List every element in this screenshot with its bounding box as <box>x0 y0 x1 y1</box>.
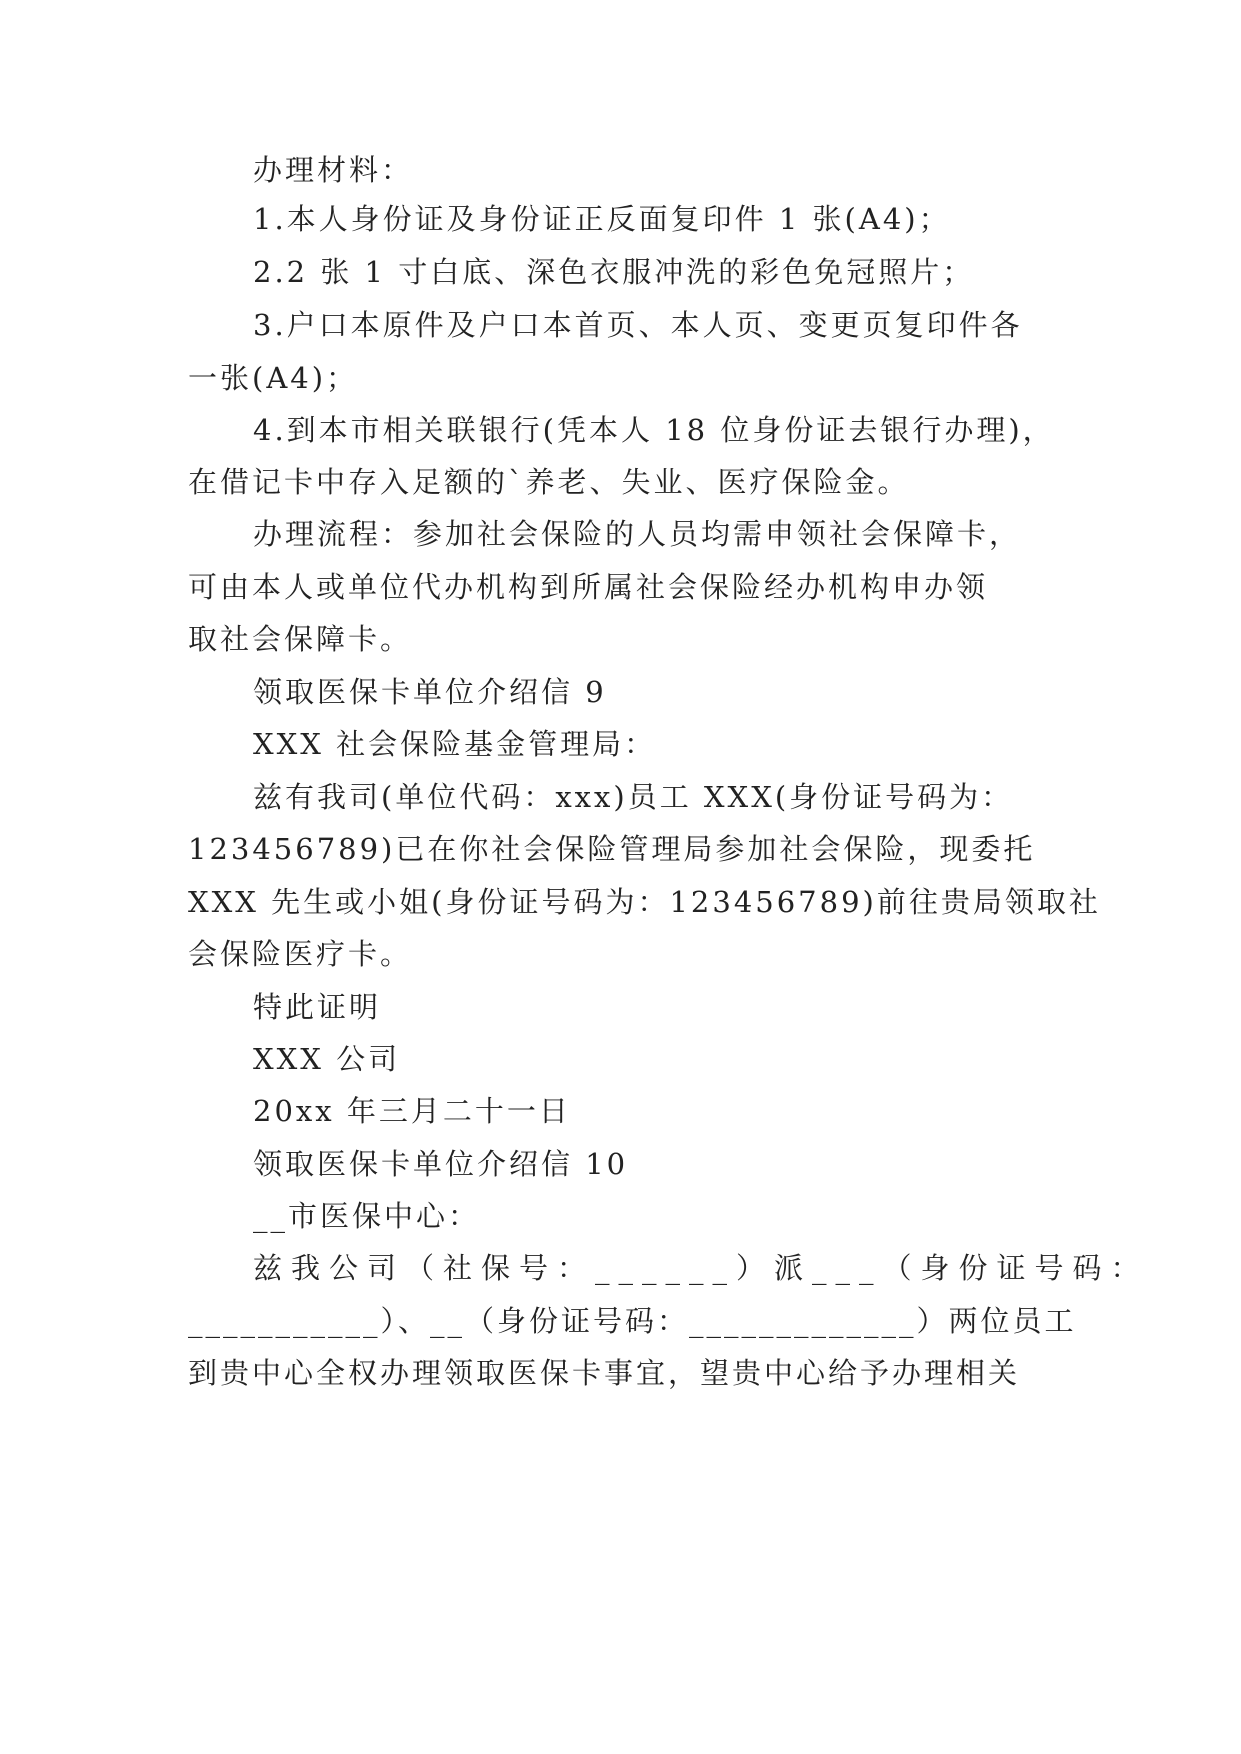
paragraph-line: 取社会保障卡。 <box>188 622 413 656</box>
paragraph-line: 4.到本市相关联银行(凭本人 18 位身份证去银行办理)， <box>253 413 1055 447</box>
signature-date: 20xx 年三月二十一日 <box>253 1094 571 1128</box>
addressee: __市医保中心： <box>253 1199 481 1233</box>
paragraph-line: 一张(A4)； <box>188 361 359 395</box>
paragraph-line: ___________）、__（身份证号码：_____________）两位员工 <box>188 1304 1077 1338</box>
addressee: XXX 社会保险基金管理局： <box>253 727 657 761</box>
paragraph-line: XXX 先生或小姐(身份证号码为：123456789)前往贵局领取社 <box>188 885 1101 919</box>
paragraph-line: 3.户口本原件及户口本首页、本人页、变更页复印件各 <box>253 308 1023 342</box>
paragraph-line: 兹有我司(单位代码：xxx)员工 XXX(身份证号码为： <box>253 780 1014 814</box>
paragraph-line: 兹我公司（社保号：______）派___（身份证号码： <box>253 1251 1149 1285</box>
paragraph-line: 会保险医疗卡。 <box>188 937 413 971</box>
section-title: 领取医保卡单位介绍信 9 <box>253 675 607 709</box>
paragraph-line: 办理流程：参加社会保险的人员均需申领社会保障卡， <box>253 517 1022 551</box>
heading-materials: 办理材料： <box>253 153 414 187</box>
paragraph-line: 可由本人或单位代办机构到所属社会保险经办机构申办领 <box>188 570 989 604</box>
paragraph-line: 2.2 张 1 寸白底、深色衣服冲洗的彩色免冠照片； <box>253 255 975 289</box>
paragraph-line: 123456789)已在你社会保险管理局参加社会保险，现委托 <box>188 832 1036 866</box>
paragraph-line: 在借记卡中存入足额的`养老、失业、医疗保险金。 <box>188 465 910 499</box>
section-title: 领取医保卡单位介绍信 10 <box>253 1147 629 1181</box>
paragraph-line: 1.本人身份证及身份证正反面复印件 1 张(A4)； <box>253 202 951 236</box>
signature-company: XXX 公司 <box>253 1042 401 1076</box>
paragraph-line: 到贵中心全权办理领取医保卡事宜，望贵中心给予办理相关 <box>188 1356 1021 1390</box>
closing-line: 特此证明 <box>253 990 382 1024</box>
